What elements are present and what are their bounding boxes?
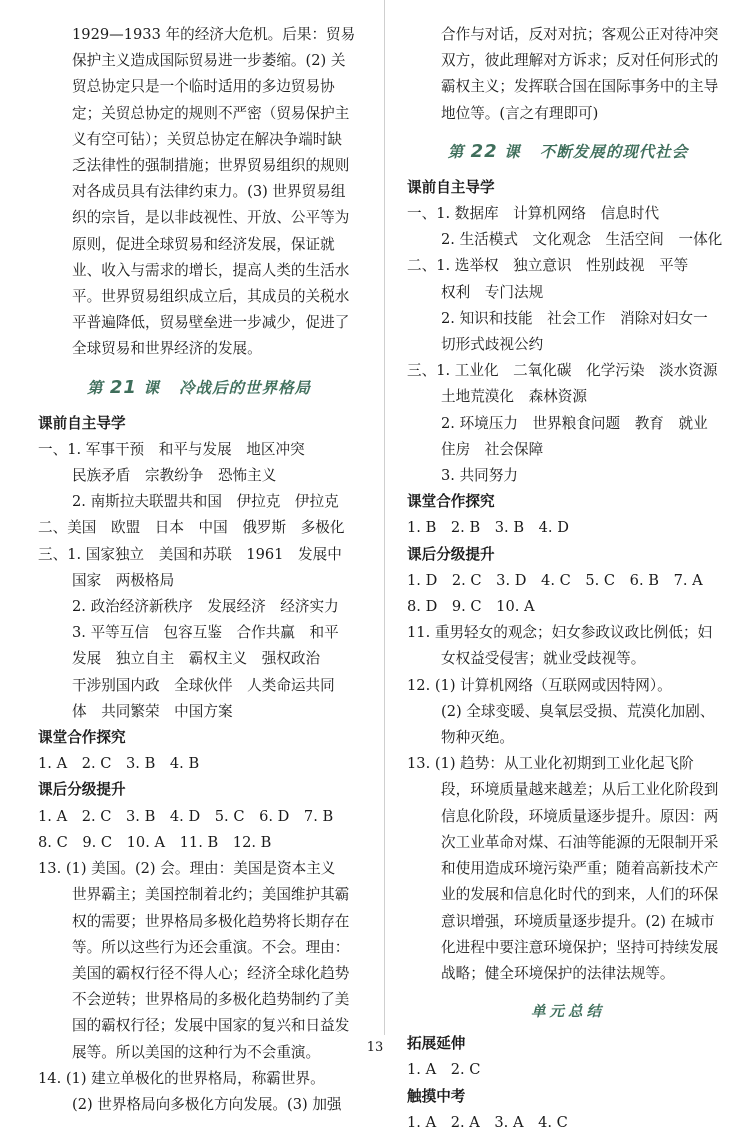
answer-line: (2) 全球变暖、臭氧层受损、荒漠化加剧、 bbox=[441, 702, 715, 720]
text-line: 全球贸易和世界经济的发展。 bbox=[72, 340, 262, 358]
text-line: 织的宗旨，是以非歧视性、开放、公平等为 bbox=[72, 209, 350, 227]
lesson-suffix: 课 bbox=[504, 142, 521, 161]
answer-line: 8. D 9. C 10. A bbox=[407, 598, 535, 616]
after-class-answers bbox=[38, 804, 360, 1118]
answer-line: 3. 平等互信 包容互鉴 合作共赢 和平 bbox=[72, 624, 339, 642]
section-heading-exam: 触摸中考 bbox=[407, 1087, 466, 1105]
answer-line: 三、1. 国家独立 美国和苏联 1961 发展中 bbox=[38, 545, 342, 563]
page-number: 13 bbox=[366, 1040, 384, 1055]
answer-line: 2. 南斯拉夫联盟共和国 伊拉克 伊拉克 bbox=[72, 493, 339, 511]
answer-line: 展等。所以美国的这种行为不会重演。 bbox=[72, 1043, 321, 1061]
answer-line: 女权益受侵害；就业受歧视等。 bbox=[441, 650, 646, 668]
text-line: 业、收入与需求的增长，提高人类的生活水 bbox=[72, 261, 350, 279]
answer-line: 住房 社会保障 bbox=[441, 440, 544, 458]
answer-line: 13. (1) 趋势：从工业化初期到工业化起飞阶 bbox=[407, 755, 694, 773]
answer-line: 不会逆转；世界格局的多极化趋势制约了美 bbox=[72, 991, 350, 1009]
answer-line: 干涉别国内政 全球伙伴 人类命运共同 bbox=[72, 676, 335, 694]
answer-line: 二、1. 选举权 独立意识 性别歧视 平等 bbox=[407, 257, 689, 275]
section-heading-after-class: 课后分级提升 bbox=[38, 781, 126, 799]
answer-line: 等。所以这些行为还会重演。不会。理由： bbox=[72, 938, 350, 956]
lesson-21-title bbox=[38, 375, 360, 401]
answer-line: 2. 生活模式 文化观念 生活空间 一体化 bbox=[441, 231, 723, 249]
text-line: 平。世界贸易组织成立后，其成员的关税水 bbox=[72, 288, 350, 306]
text-line: 义有空可钻）；关贸总协定在解决争端时缺 bbox=[72, 130, 342, 148]
answer-line: 8. C 9. C 10. A 11. B 12. B bbox=[38, 833, 272, 851]
answer-line: 战略；健全环境保护的法律法规等。 bbox=[441, 964, 675, 982]
answer-line: 12. (1) 计算机网络（互联网或因特网）。 bbox=[407, 676, 672, 694]
text-line: 地位等。(言之有理即可) bbox=[441, 104, 599, 122]
answer-line: 发展 独立自主 霸权主义 强权政治 bbox=[72, 650, 321, 668]
answer-line: 和使用造成环境污染严重；随着高新技术产 bbox=[441, 860, 719, 878]
answer-line: 世界霸主；美国控制着北约；美国维护其霸 bbox=[72, 886, 350, 904]
answer-line: 3. 共同努力 bbox=[441, 467, 518, 485]
lesson-number: 22 bbox=[470, 140, 498, 162]
text-line: 合作与对话，反对对抗；客观公正对待冲突 bbox=[441, 26, 719, 43]
answer-line: 权利 专门法规 bbox=[441, 283, 544, 301]
right-column bbox=[407, 22, 729, 1136]
answer-line: 国的霸权行径；发展中国家的复兴和日益发 bbox=[72, 1017, 350, 1035]
lesson-title: 冷战后的世界格局 bbox=[179, 378, 312, 397]
text-line: 原则，促进全球贸易和经济发展，保证就 bbox=[72, 235, 335, 253]
text-line: 乏法律性的强制措施；世界贸易组织的规则 bbox=[72, 157, 350, 175]
text-line: 定；关贸总协定的规则不严密（贸易保护主 bbox=[72, 104, 350, 122]
answer-line: 物种灭绝。 bbox=[441, 729, 514, 747]
class-answers: 1. A 2. C 3. B 4. B bbox=[38, 755, 200, 773]
text-line: 对各成员具有法律约束力。(3) 世界贸易组 bbox=[72, 183, 346, 201]
lesson-number: 21 bbox=[109, 376, 137, 398]
answer-line: 2. 政治经济新秩序 发展经济 经济实力 bbox=[72, 598, 339, 616]
answer-line: 一、1. 军事干预 和平与发展 地区冲突 bbox=[38, 440, 305, 458]
answer-line: 意识增强，环境质量逐步提升。(2) 在城市 bbox=[441, 912, 715, 930]
section-heading-extension: 拓展延伸 bbox=[407, 1035, 466, 1053]
exam-answers: 1. A 2. A 3. A 4. C bbox=[407, 1113, 568, 1131]
answer-line: 一、1. 数据库 计算机网络 信息时代 bbox=[407, 205, 660, 223]
lesson-prefix: 第 bbox=[86, 378, 104, 397]
answer-line: 信息化阶段，环境质量逐步提升。原因：两 bbox=[441, 807, 719, 825]
answer-line: 体 共同繁荣 中国方案 bbox=[72, 702, 233, 720]
text-line: 平普遍降低，贸易壁垒进一步减少，促进了 bbox=[72, 314, 350, 332]
answer-line: 美国的霸权行径不得人心；经济全球化趋势 bbox=[72, 964, 350, 982]
text-line: 保护主义造成国际贸易进一步萎缩。(2) 关 bbox=[72, 52, 346, 70]
answer-line: 土地荒漠化 森林资源 bbox=[441, 388, 587, 406]
lesson-title: 不断发展的现代社会 bbox=[539, 142, 689, 161]
answer-line: 化进程中要注意环境保护；坚持可持续发展 bbox=[441, 938, 719, 956]
text-line: 双方，彼此理解对方诉求；反对任何形式的 bbox=[441, 52, 719, 70]
section-heading-pre-study: 课前自主导学 bbox=[407, 178, 495, 196]
answer-line: 13. (1) 美国。(2) 会。理由：美国是资本主义 bbox=[38, 860, 336, 878]
answer-line: 14. (1) 建立单极化的世界格局，称霸世界。 bbox=[38, 1069, 325, 1087]
section-heading-pre-study: 课前自主导学 bbox=[38, 414, 126, 432]
answer-line: 2. 知识和技能 社会工作 消除对妇女一 bbox=[441, 309, 708, 327]
answer-line: 1. D 2. C 3. D 4. C 5. C 6. B 7. A bbox=[407, 571, 703, 589]
answer-line: 三、1. 工业化 二氧化碳 化学污染 淡水资源 bbox=[407, 362, 718, 380]
pre-study-answers bbox=[38, 437, 360, 725]
answer-line: 1. A 2. C 3. B 4. D 5. C 6. D 7. B bbox=[38, 807, 334, 825]
text-line: 1929—1933 年的经济大危机。后果：贸易 bbox=[72, 26, 356, 43]
section-heading-class: 课堂合作探究 bbox=[38, 729, 126, 747]
answer-line: 国家 两极格局 bbox=[72, 571, 175, 589]
answer-line: 2. 环境压力 世界粮食问题 教育 就业 bbox=[441, 414, 708, 432]
answer-line: 11. 重男轻女的观念；妇女参政议政比例低；妇 bbox=[407, 624, 713, 642]
continued-answer-block bbox=[38, 22, 360, 363]
text-line: 霸权主义；发挥联合国在国际事务中的主导 bbox=[441, 78, 719, 96]
unit-summary-title: 单元总结 bbox=[531, 1004, 605, 1021]
lesson-22-title bbox=[407, 139, 729, 165]
answer-line: 二、美国 欧盟 日本 中国 俄罗斯 多极化 bbox=[38, 519, 345, 537]
answer-line: 段，环境质量越来越差；从后工业化阶段到 bbox=[441, 781, 719, 799]
answer-line: 切形式歧视公约 bbox=[441, 336, 544, 354]
answer-line: (2) 世界格局向多极化方向发展。(3) 加强 bbox=[72, 1095, 342, 1113]
answer-line: 权的需要；世界格局多极化趋势将长期存在 bbox=[72, 912, 350, 930]
column-divider bbox=[384, 0, 385, 1035]
continued-answer-block bbox=[407, 22, 729, 127]
left-column bbox=[38, 22, 360, 1118]
answer-line: 业的发展和信息化时代的到来，人们的环保 bbox=[441, 886, 719, 904]
answer-line: 次工业革命对煤、石油等能源的无限制开采 bbox=[441, 833, 719, 851]
lesson-prefix: 第 bbox=[447, 142, 465, 161]
extension-answers: 1. A 2. C bbox=[407, 1061, 481, 1079]
class-answers: 1. B 2. B 3. B 4. D bbox=[407, 519, 569, 537]
pre-study-answers bbox=[407, 201, 729, 489]
after-class-answers bbox=[407, 568, 729, 987]
text-line: 贸总协定只是一个临时适用的多边贸易协 bbox=[72, 78, 335, 96]
answer-line: 民族矛盾 宗教纷争 恐怖主义 bbox=[72, 467, 277, 485]
lesson-suffix: 课 bbox=[143, 378, 160, 397]
section-heading-after-class: 课后分级提升 bbox=[407, 545, 495, 563]
section-heading-class: 课堂合作探究 bbox=[407, 493, 495, 511]
